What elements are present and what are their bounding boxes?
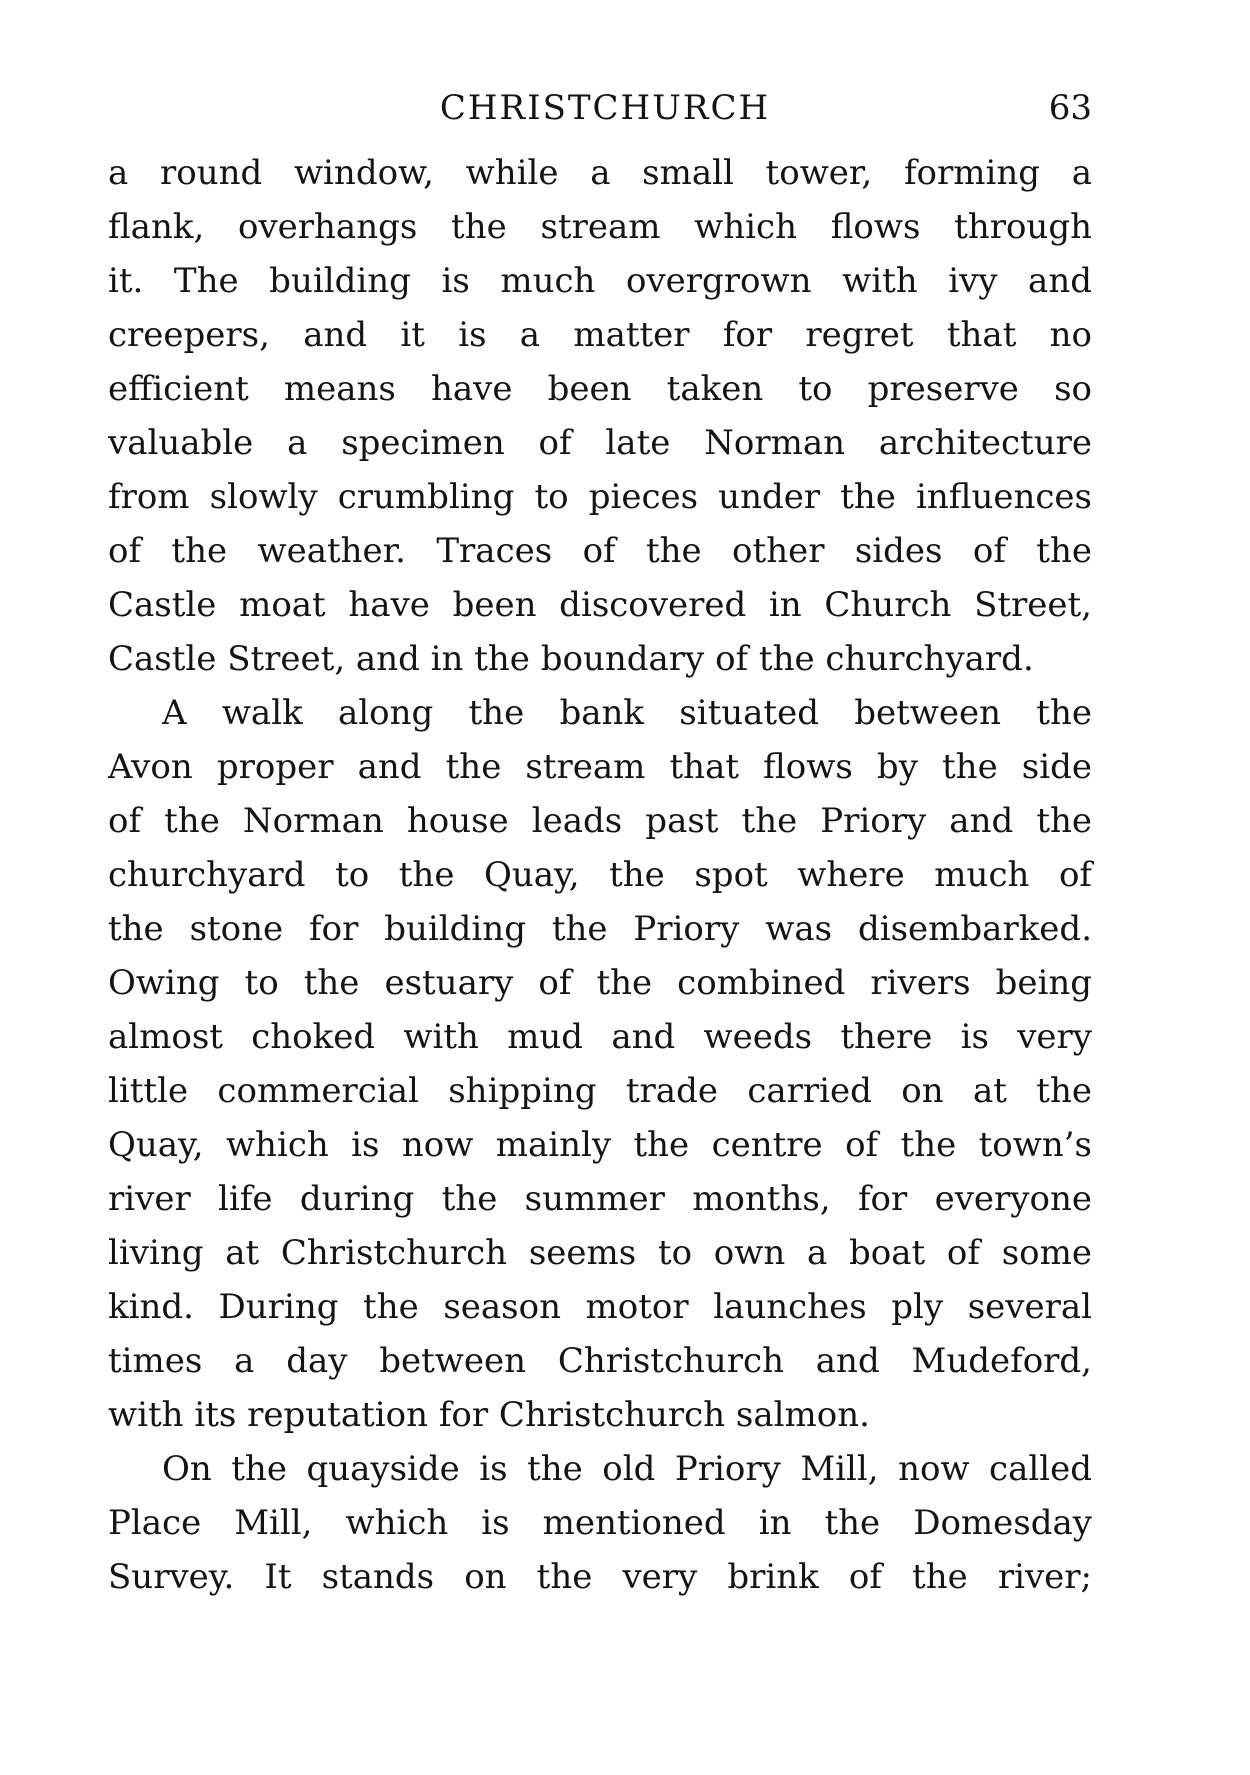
text-line: On the quayside is the old Priory Mill, now called [162, 1449, 1092, 1489]
paragraph-3 [108, 1442, 1092, 1604]
text-line: valuable a specimen of late Norman architecture [108, 423, 1092, 463]
text-line: river life during the summer months, for everyone [108, 1179, 1092, 1219]
text-line: almost choked with mud and weeds there is very [108, 1017, 1092, 1057]
text-line: kind. During the season motor launches ply several [108, 1287, 1092, 1327]
text-line: the stone for building the Priory was disembarked. [108, 909, 1092, 949]
text-line: times a day between Christchurch and Mudeford, [108, 1341, 1092, 1381]
paragraph-2 [108, 686, 1092, 1442]
running-title: CHRISTCHURCH [439, 88, 771, 128]
text-line: from slowly crumbling to pieces under the influences [108, 477, 1092, 517]
book-page [108, 80, 1092, 1604]
text-line: Place Mill, which is mentioned in the Domesday [108, 1503, 1092, 1543]
text-line: flank, overhangs the stream which flows through [108, 207, 1092, 247]
text-line: Owing to the estuary of the combined rivers being [108, 963, 1092, 1003]
page-number: 63 [1048, 88, 1092, 128]
text-line: efficient means have been taken to preserve so [108, 369, 1092, 409]
text-line: A walk along the bank situated between the [162, 693, 1092, 733]
text-line: Quay, which is now mainly the centre of the town’s [108, 1125, 1092, 1165]
text-line: of the weather. Traces of the other sides of the [108, 531, 1092, 571]
paragraph-1 [108, 146, 1092, 686]
text-line: little commercial shipping trade carried on at the [108, 1071, 1092, 1111]
text-line: a round window, while a small tower, forming a [108, 153, 1092, 193]
text-line: Castle moat have been discovered in Church Street, [108, 585, 1092, 625]
text-line: Castle Street, and in the boundary of the churchyard. [108, 639, 1034, 679]
text-line: creepers, and it is a matter for regret that no [108, 315, 1092, 355]
text-line: Survey. It stands on the very brink of the river; [108, 1557, 1092, 1597]
body-text [108, 146, 1092, 1604]
text-line: churchyard to the Quay, the spot where much of [108, 855, 1092, 895]
running-head [108, 80, 1092, 140]
text-line: with its reputation for Christchurch salmon. [108, 1395, 870, 1435]
text-line: of the Norman house leads past the Priory and the [108, 801, 1092, 841]
text-line: living at Christchurch seems to own a boat of some [108, 1233, 1092, 1273]
text-line: Avon proper and the stream that flows by the side [108, 747, 1092, 787]
text-line: it. The building is much overgrown with ivy and [108, 261, 1092, 301]
